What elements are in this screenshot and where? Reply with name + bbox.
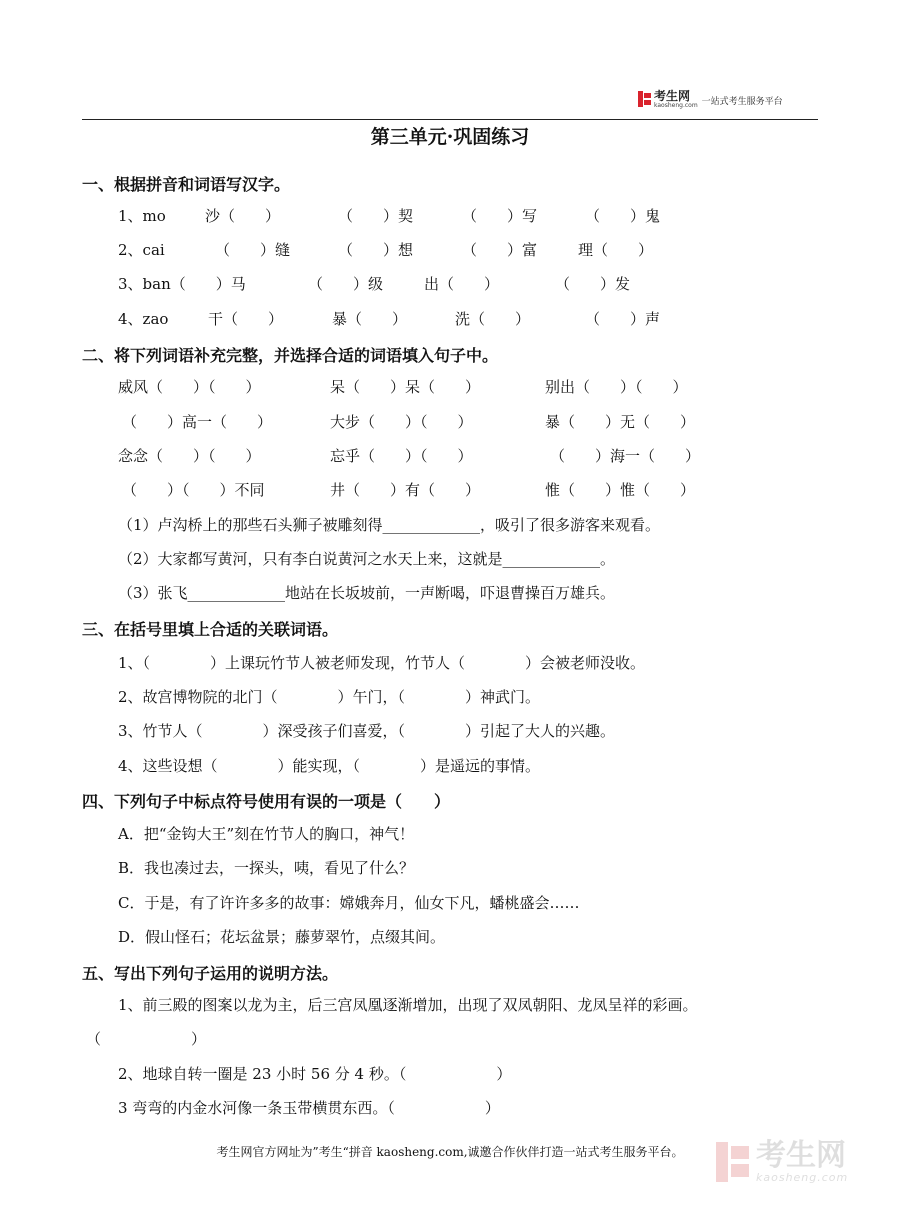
s4-option-a: A．把“金钩大王”刻在竹节人的胸口，神气！ <box>118 825 415 843</box>
header-divider <box>82 119 818 120</box>
s1-line-3-item: 出（ ） <box>424 275 500 293</box>
s1-line-1-item: （ ）写 <box>462 207 538 225</box>
s4-option-c: C．于是，有了许许多多的故事：嫦娥奔月，仙女下凡，蟠桃盛会…… <box>118 894 580 912</box>
s2-idiom: 惟（ ）惟（ ） <box>545 481 696 499</box>
s5-answer-blank: （ ） <box>86 1030 207 1048</box>
s2-idiom: 忘乎（ ）（ ） <box>330 447 473 465</box>
s1-line-1-item: （ ）鬼 <box>585 207 661 225</box>
section-1-heading: 一、根据拼音和词语写汉字。 <box>82 175 291 194</box>
logo-name: 考生网 <box>654 88 691 103</box>
s1-line-2-item: （ ）缝 <box>215 241 291 259</box>
watermark-name: 考生网 <box>756 1137 846 1173</box>
s2-sentence: （1）卢沟桥上的那些石头狮子被雕刻得_____________，吸引了很多游客来观看。 <box>118 516 661 534</box>
s1-line-2-item: 理（ ） <box>578 241 654 259</box>
header-logo <box>638 90 783 108</box>
s1-line-3-item: （ ）级 <box>308 275 384 293</box>
section-3-heading: 三、在括号里填上合适的关联词语。 <box>82 620 339 639</box>
s4-option-d: D．假山怪石；花坛盆景；藤萝翠竹，点缀其间。 <box>118 928 446 946</box>
page-title: 第三单元·巩固练习 <box>370 126 530 148</box>
s2-idiom: （ ）海一（ ） <box>550 447 701 465</box>
logo-icon <box>638 91 652 107</box>
s1-line-1-item: 沙（ ） <box>205 207 281 225</box>
s2-idiom: 暴（ ）无（ ） <box>545 413 696 431</box>
section-5-heading: 五、写出下列句子运用的说明方法。 <box>82 964 339 983</box>
s1-line-2-label: 2、cai <box>118 241 165 259</box>
s1-line-1-item: （ ）契 <box>338 207 414 225</box>
s2-idiom: 呆（ ）呆（ ） <box>330 378 481 396</box>
s1-line-4-item: 干（ ） <box>208 310 284 328</box>
s3-question: 2、故宫博物院的北门（ ）午门，（ ）神武门。 <box>118 688 541 706</box>
s3-question: 4、这些设想（ ）能实现，（ ）是遥远的事情。 <box>118 757 541 775</box>
s2-idiom: 大步（ ）（ ） <box>330 413 473 431</box>
s5-question: 2、地球自转一圈是 23 小时 56 分 4 秒。（ ） <box>118 1065 512 1083</box>
s1-line-4-item: 洗（ ） <box>455 310 531 328</box>
s2-idiom: 念念（ ）（ ） <box>118 447 261 465</box>
s2-idiom: （ ）（ ）不同 <box>122 481 265 499</box>
s2-idiom: 别出（ ）（ ） <box>545 378 688 396</box>
s4-option-b: B．我也凑过去，一探头，咦，看见了什么？ <box>118 859 415 877</box>
s5-question: 1、前三殿的图案以龙为主，后三宫凤凰逐渐增加，出现了双凤朝阳、龙凤呈祥的彩画。 <box>118 996 698 1014</box>
s2-sentence: （2）大家都写黄河，只有李白说黄河之水天上来，这就是_____________。 <box>118 550 616 568</box>
watermark-url: kaosheng.com <box>756 1170 849 1184</box>
s1-line-4-item: 暴（ ） <box>332 310 408 328</box>
section-2-heading: 二、将下列词语补充完整，并选择合适的词语填入句子中。 <box>82 346 499 365</box>
logo-url: kaosheng.com <box>654 101 698 109</box>
s2-idiom: 威风（ ）（ ） <box>118 378 261 396</box>
s1-line-4-label: 4、zao <box>118 310 169 328</box>
s2-idiom: （ ）高一（ ） <box>122 413 273 431</box>
s3-question: 3、竹节人（ ）深受孩子们喜爱，（ ）引起了大人的兴趣。 <box>118 722 616 740</box>
watermark-icon <box>716 1140 752 1184</box>
s1-line-2-item: （ ）想 <box>338 241 414 259</box>
watermark-logo <box>716 1137 849 1184</box>
s2-idiom: 井（ ）有（ ） <box>330 481 481 499</box>
s1-line-2-item: （ ）富 <box>462 241 538 259</box>
logo-slogan: 一站式考生服务平台 <box>701 97 783 107</box>
footer-text: 考生网官方网址为”考生“拼音 kaosheng.com,诚邀合作伙伴打造一站式考生服务平台。 <box>216 1145 684 1159</box>
s1-line-4-item: （ ）声 <box>585 310 661 328</box>
s1-line-1-label: 1、mo <box>118 207 166 225</box>
s1-line-3-item: （ ）发 <box>555 275 631 293</box>
s1-line-3-item: 3、ban（ ）马 <box>118 275 246 293</box>
section-4-heading: 四、下列句子中标点符号使用有误的一项是（ ） <box>82 792 451 811</box>
s5-question: 3 弯弯的内金水河像一条玉带横贯东西。（ ） <box>118 1099 500 1117</box>
s3-question: 1、（ ）上课玩竹节人被老师发现，竹节人（ ）会被老师没收。 <box>118 654 646 672</box>
s2-sentence: （3）张飞_____________地站在长坂坡前，一声断喝，吓退曹操百万雄兵。 <box>118 584 616 602</box>
